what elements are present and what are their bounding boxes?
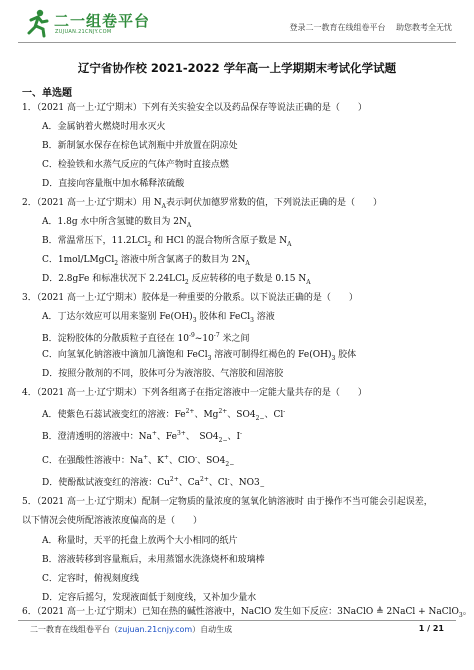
q4-option-d: D．使酚酞试液变红的溶液：$Cu^{2+}$、$Ca^{2+}$、Cl-、$NO3_-$ [42, 476, 265, 490]
page-number: 1 / 21 [418, 624, 444, 633]
question-5-stem: 5．（2021 高一上·辽宁期末）配制一定物质的量浓度的氢氧化钠溶液时 由于操作不当可能会引起误差， [22, 497, 433, 507]
q2-option-a: A．1.8g 水中所含氢键的数目为 $2N_A$ [42, 217, 192, 229]
q2-option-d: D．2.8gFe 和标准状况下 2.24LCl$_2$ 反应转移的电子数是 0.15 $N_A$ [42, 274, 311, 286]
q1-option-c: C．检验铁和水蒸气反应的气体产物时直接点燃 [42, 160, 229, 170]
q1-option-a: A．金属钠着火燃烧时用水灭火 [42, 122, 166, 132]
q3-option-a: A．丁达尔效应可以用来鉴别 $Fe(OH)_3$ 胶体和 FeCl$_3$ 溶液 [42, 312, 275, 324]
q4-option-c: C．在强酸性溶液中：Na+、K+、ClO-、$SO4_{2-}$ [42, 454, 235, 468]
document-title: 辽宁省协作校 2021-2022 学年高一上学期期末考试化学试题 [77, 61, 397, 75]
q5-option-b: B．溶液转移到容量瓶后，未用蒸馏水洗涤烧杯和玻璃棒 [42, 555, 265, 565]
question-6-stem: 6．（2021 高一上·辽宁期末）已知在热的碱性溶液中，NaClO 发生如下反应：3NaClO ≜ 2NaCl + NaClO$_3$。 [22, 607, 472, 619]
runner-logo-icon [22, 8, 52, 38]
q5-option-c: C．定容时，俯视刻度线 [42, 574, 139, 584]
question-4-stem: 4．（2021 高一上·辽宁期末）下列各组离子在指定溶液中一定能大量共存的是（ ） [22, 388, 367, 398]
footer-source: 二一教育在线组卷平台（zujuan.21cnjy.com）自动生成 [30, 625, 233, 634]
q4-option-a: A．使紫色石蕊试液变红的溶液：$Fe^{2+}$、$Mg^{2+}$、$SO4_{2-}$、Cl- [42, 408, 286, 422]
q2-option-b: B．常温常压下，11.2LCl$_2$ 和 HCl 的混合物所含原子数是 $N_A$ [42, 236, 292, 248]
q2-option-c: C．1mol/LMgCl$_2$ 溶液中所含氯离子的数目为 $2N_A$ [42, 255, 250, 267]
q3-option-c: C．向氢氧化钠溶液中滴加几滴饱和 FeCl$_3$ 溶液可制得红褐色的 $Fe(OH)_3$ 胶体 [42, 350, 357, 362]
header-links [289, 22, 452, 33]
q1-option-b: B．新制氯水保存在棕色试剂瓶中并放置在阴凉处 [42, 141, 238, 151]
login-link[interactable]: 登录二一教育在线组卷平台 [289, 23, 386, 32]
footer-link[interactable]: zujuan.21cnjy.com [118, 625, 193, 634]
q5-option-a: A．称量时，天平的托盘上放两个大小相同的纸片 [42, 536, 238, 546]
question-1-stem: 1．（2021 高一上·辽宁期末）下列有关实验安全以及药品保存等说法正确的是（ ） [22, 103, 367, 113]
header-divider [18, 42, 456, 43]
question-3-stem: 3．（2021 高一上·辽宁期末）胶体是一种重要的分散系。以下说法正确的是（ ） [22, 293, 358, 303]
logo-subtitle: ZUJUAN.21CNJY.COM [55, 29, 112, 35]
section-heading: 一、单选题 [22, 88, 72, 99]
page-header [0, 0, 474, 44]
q5-option-d: D．定容后摇匀，发现液面低于刻度线，又补加少量水 [42, 593, 257, 603]
question-5-stem-cont: 以下情况会使所配溶液浓度偏高的是（ ） [22, 516, 203, 526]
logo-title: 二一组卷平台 [54, 12, 151, 30]
q3-option-b: B．淀粉胶体的分散质粒子直径在 $10^{-9}\sim 10^{-7}$ 米之间 [42, 332, 250, 344]
q4-option-b: B．澄清透明的溶液中：Na+、$Fe^{3+}$、 $SO4_{2-}$、I- [42, 430, 243, 444]
logo[interactable] [22, 8, 182, 38]
q3-option-d: D．按照分散剂的不同，胶体可分为液溶胶、气溶胶和固溶胶 [42, 369, 284, 379]
footer-divider [18, 620, 456, 621]
question-2-stem: 2．（2021 高一上·辽宁期末）用 $N_A$表示阿伏加德罗常数的值，下列说法正确的是（ ） [22, 198, 382, 210]
slogan-link[interactable]: 助您教考全无忧 [396, 23, 452, 32]
q1-option-d: D．直接向容量瓶中加水稀释浓硫酸 [42, 179, 185, 189]
